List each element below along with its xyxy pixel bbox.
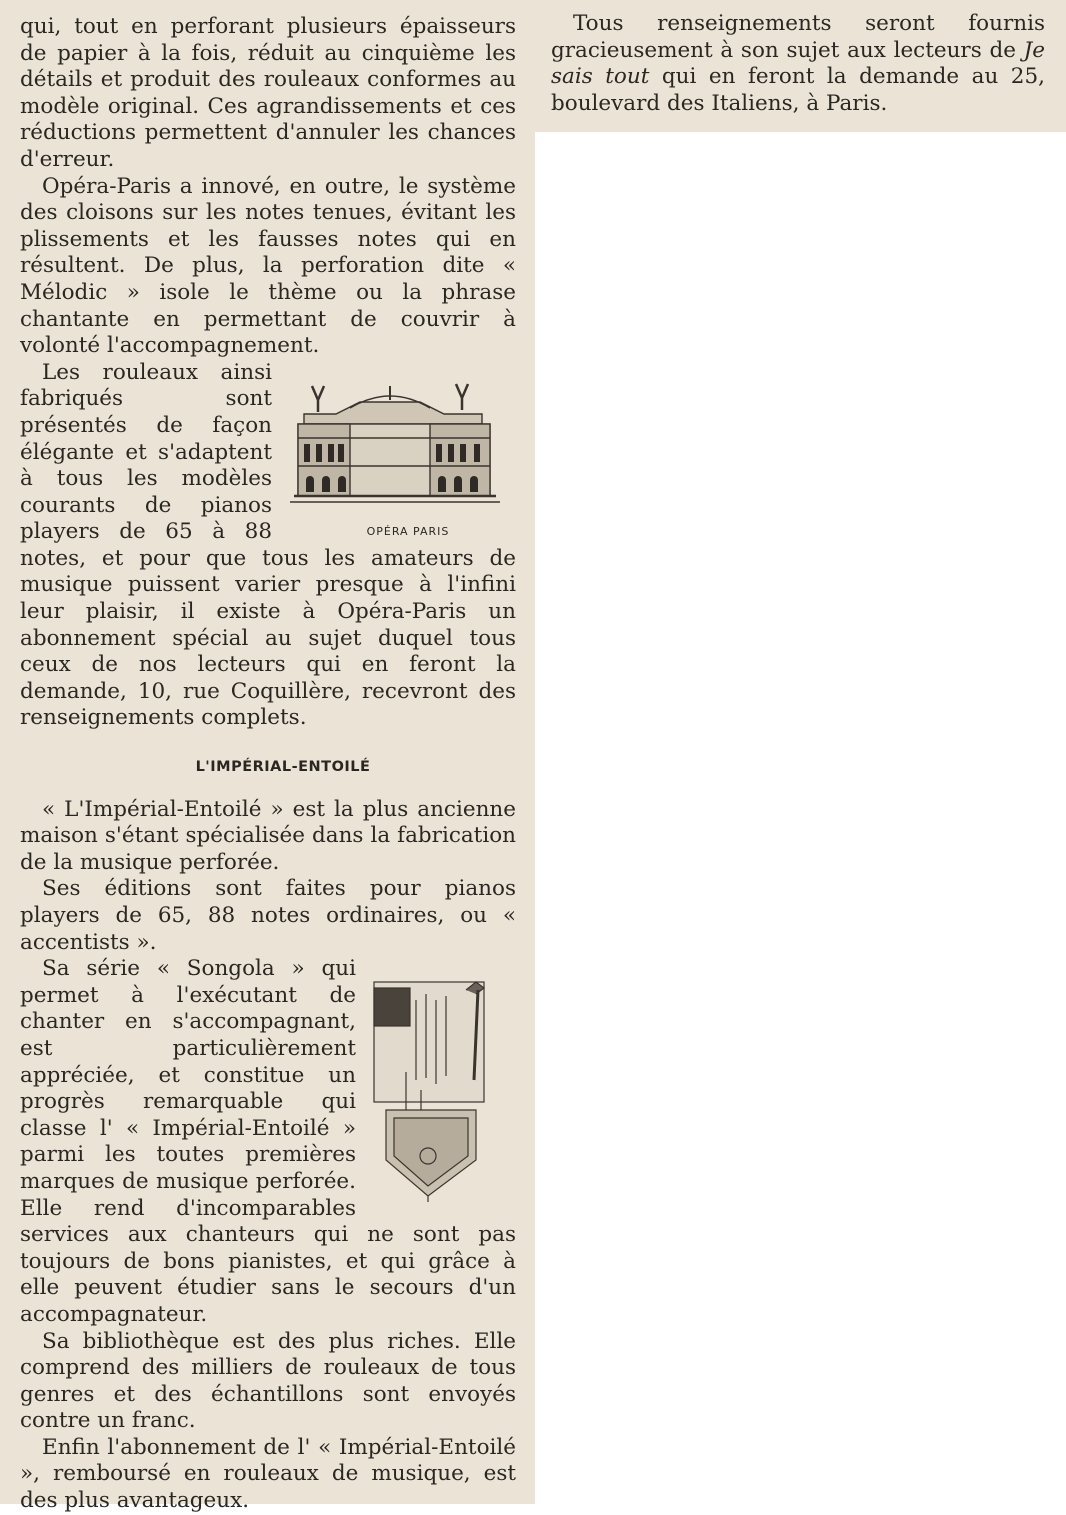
songola-paragraph: Sa série « Songola » qui permet à l'exécutant de chanter en s'accompagnant, est particulièrement appréciée, et constitue un progrès remarquable qui classe l' « Impérial-Entoilé » parmi les toutes premières marques de musique perforée. Elle rend d'incomparables services aux chanteurs qui ne sont pas toujours de bons pianistes, et qui grâce à elle peuvent étudier sans le secours d'un accompagnateur. xyxy=(20,956,516,1327)
right-column-paragraph xyxy=(551,11,1045,117)
right-text-after: qui en feront la demande au 25, boulevard des Italiens, à Paris. xyxy=(551,64,1045,116)
editions-paragraph: Ses éditions sont faites pour pianos players de 65, 88 notes ordinaires, ou « accentists ». xyxy=(20,876,516,955)
right-column xyxy=(551,11,1045,117)
magazine-title: Je sais tout xyxy=(551,37,1045,90)
intro-paragraph: qui, tout en perforant plusieurs épaisseurs de papier à la fois, réduit au cinquième les détails et produit des rouleaux conformes au modèle original. Ces agrandissements et ces réductions permettent d'annuler les chances d'erreur. xyxy=(20,14,516,172)
library-paragraph: Sa bibliothèque est des plus riches. Elle comprend des milliers de rouleaux de tous genres et des échantillons sont envoyés contre un franc. xyxy=(20,1328,516,1434)
section-heading: L'IMPÉRIAL-ENTOILÉ xyxy=(195,759,371,776)
subscription-paragraph: Enfin l'abonnement de l' « Impérial-Entoilé », remboursé en rouleaux de musique, est des plus avantageux. xyxy=(20,1434,516,1514)
piano-roll-cabinet-icon xyxy=(366,960,516,1205)
innovation-paragraph: Opéra-Paris a innové, en outre, le système des cloisons sur les notes tenues, évitant les plissements et les fausses notes qui en résultent. De plus, la perforation dite « Mélodic » isole le thème ou la phrase chantante en permettant de couvrir à volonté l'accompagnement. xyxy=(20,173,516,359)
opera-figure-caption: OPÉRA PARIS xyxy=(366,525,450,539)
imperial-figure xyxy=(366,960,516,1205)
right-text-before: Tous renseignements seront fournis gracieusement à son sujet aux lecteurs de xyxy=(551,11,1045,63)
imperial-intro-paragraph: « L'Impérial-Entoilé » est la plus ancienne maison s'étant spécialisée dans la fabrication de la musique perforée. xyxy=(20,796,516,875)
opera-building-icon xyxy=(290,364,526,516)
rolls-paragraph: Les rouleaux ainsi fabriqués sont présentés de façon élégante et s'adaptent à tous les modèles courants de pianos players de 65 à 88 notes, et pour que tous les amateurs de musique puissent varier presque à l'infini leur plaisir, il existe à Opéra-Paris un abonnement spécial au sujet duquel tous ceux de nos lecteurs qui en feront la demande, 10, rue Coquillère, recevront des renseignements complets. xyxy=(20,359,516,731)
opera-figure xyxy=(290,364,526,539)
left-column xyxy=(20,14,516,1515)
